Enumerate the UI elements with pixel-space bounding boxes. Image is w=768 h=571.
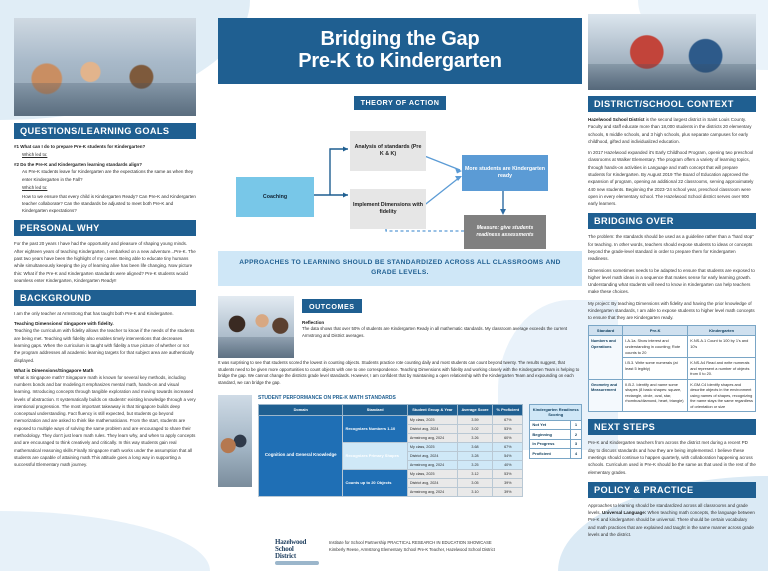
policy-p1: Approaches to learning should be standardized across all classrooms and grade levels. [588,502,748,516]
background-heading: BACKGROUND [14,290,196,306]
classroom-photo-left [14,18,196,116]
reflection-heading: Reflection [302,319,325,325]
perf-proficient-cell: 40% [493,460,523,469]
question-3-subtext: How to we ensure that every child is Kindergarten Ready? Can Pre-K and Kindergarten teacher collaborate? Can the standards be adjusted to meet both Pre-K and Kindergarten expectations? [22,193,196,214]
question-1-ledto: Which led to: [22,152,48,158]
node-measure-assessments: Measure: give students readiness assessments [464,215,546,249]
perf-group-cell: My class, 2025 [407,415,457,424]
perf-col-domain: Domain [259,405,343,415]
std-col-standard: Standard [589,326,623,336]
hazelwood-logo [275,539,323,565]
perf-average-cell: 3.12 [457,469,492,478]
table-row [589,336,756,358]
table-row [259,415,523,424]
kindergarten-standard-cell: K.NS.A.1 Count to 100 by 1's and 10's [688,336,756,358]
question-2-text: #2 Do the Pre-K and Kindergarten learning standards align? [14,162,143,168]
std-col-kindergarten: Kindergarten [688,326,756,336]
decorative-swoosh-bottom-left [0,511,210,571]
legend-label: Beginning [530,430,570,440]
perf-proficient-cell: 53% [493,424,523,433]
next-steps-text: Pre-K and Kindergarten teachers from across the district met during a recent PD day to discuss standards and how they are being implemented. I believe these meetings should continue to happen quarterly, with collaboration happening across schools. Curriculum used in Pre-K should be the same as that used in the rest of the elementary grades. [588,440,756,475]
bridging-paragraph-2: Dimensions sometimes needs to be adapted to ensure that students are exposed to higher level math ideas in a sequence that makes sense for early learning growth. Understanding what students will need to know in Kindergarten can help teachers make these choices. [588,267,755,295]
perf-average-cell: 3.28 [457,451,492,460]
left-column [14,18,196,472]
perf-average-cell: 3.10 [457,487,492,496]
poster-title-line-2: Pre-K to Kindergarten [298,49,502,72]
perf-proficient-cell: 54% [493,451,523,460]
bridging-paragraph-3: My project: By teaching Dimensions with fidelity and having the prior knowledge of Kindergarten standards, I am able to expose students to higher level math concepts to ensure that they are Kindergarten ready. [588,300,755,321]
background-paragraph-2: What is Singapore math? Singapore math is known for several key methods, including numbers bonds and bar modeling.It emphasizes mental math, hands-on and visual learning. Introducing concepts through tangible exploration and moving towards increased levels of abstraction. It systematically builds on students' existing knowledge through a very intentional progression. The most important takeaway is that Singapore builds deep conceptual understanding. Fact fluency is still expected, but students go beyond memorization and are asked to think like mathematicians. From the start, students are exposed to multiple ways of solving the same problem and are encouraged to share their methodology. They don't just learn math rules. They learn why, and when to apply concepts and are encouraged to think creatively and critically. In this way students gain real mathematical reasoning skills.Finally Singapore math works under the assumption that all students are capable of attaining math.This attitude goes a long way in supporting a successful Elementary math journey. [14,374,196,468]
kindergarten-standard-cell: K.GM.C4 Identify shapes and describe objects in the environment using names of shapes, recognizing the name stays the same regardless of orientation or size [688,379,756,412]
perf-proficient-cell: 39% [493,487,523,496]
legend-label: Not Yet [530,420,570,430]
standard-category-cell: Numbers and Operations [589,336,623,379]
perf-average-cell: 3.59 [457,415,492,424]
standards-comparison-table [588,325,756,412]
next-steps-heading: NEXT STEPS [588,419,756,435]
background-subhead-1: Teaching Dimensions/ Singapore with fidelity. [14,321,114,327]
theory-of-action-label: THEORY OF ACTION [354,96,447,110]
perf-average-cell: 3.05 [457,478,492,487]
district-context-paragraph-2: In 2017 Hazelwood expanded it's Early Childhood Program, opening two preschool classrooms at Walker Elementary. The program offers a variety of learning topics, through hands-on activities in Language and math concept that will prepare students for Kindergarten. By August 2019 The Board of Education approved the expansion of program, opening an additional 22 classrooms, serving approximately 440 new students. Beginning the 2023-'24 school year, preschool classroom were open in every elementary school. The Hazelwood School district serves over 900 early learners. [588,150,754,207]
background-subhead-2: What is Dimensions/Singapore Math [14,367,94,373]
perf-group-cell: My class, 2025 [407,469,457,478]
questions-section-heading: QUESTIONS/LEARNING GOALS [14,123,196,139]
perf-table-header-row [259,405,523,415]
legend-value: 3 [570,439,581,449]
policy-rest: When teaching math concepts, the language between Pre-K and kindergarten should be universal. There should be certain vocabulary and math practices that are explained and taught in the same manner across grade levels and the district. [588,510,755,538]
footer-line-1: Institute for School Partnership PRACTICAL RESEARCH IN EDUCATION SHOWCASE [329,539,492,545]
district-context-heading: DISTRICT/SCHOOL CONTEXT [588,96,756,112]
perf-col-proficient: % Proficient [493,405,523,415]
perf-group-cell: Armstrong avg, 2024 [407,460,457,469]
classroom-photo-right [588,14,756,90]
student-performance-table [258,404,523,496]
approaches-banner: APPROACHES TO LEARNING SHOULD BE STANDARDIZED ACROSS ALL CLASSROOMS AND GRADE LEVELS. [218,251,582,285]
standards-table-header-row [589,326,756,336]
node-more-students-ready: More students are Kindergarten ready [462,155,548,191]
background-intro: I am the only teacher at Armstrong that has taught both Pre-K and Kindergarten. [14,311,174,317]
perf-col-standard: Standard [343,405,407,415]
perf-group-cell: My class, 2025 [407,442,457,451]
node-coaching: Coaching [236,177,314,217]
legend-heading: Kindergarten Readiness Scoring [530,405,582,420]
footer-line-2: Kimberly Reese, Armstrong Elementary School Pre-K Teacher, Hazelwood School District [329,546,495,552]
logo-line-1: Hazelwood [275,537,307,546]
theory-of-action-diagram [218,115,582,243]
perf-average-cell: 3.25 [457,460,492,469]
perf-group-cell: Armstrong avg, 2024 [407,433,457,442]
right-column [588,14,756,542]
middle-column [218,18,582,497]
perf-average-cell: 3.26 [457,433,492,442]
poster-title [218,18,582,84]
personal-why-heading: PERSONAL WHY [14,220,196,236]
perf-group-cell: District avg, 2024 [407,424,457,433]
std-col-prek: Pre-K [623,326,688,336]
question-2-ledto: Which led to: [22,184,48,190]
classroom-photo-outcomes [218,296,294,358]
perf-domain-cell: Cognition and General Knowledge [259,415,343,496]
question-2-subtext: As Pre-K students leave for Kindergarten are the expectations the same as when they enter Kindergarten in the Fall? [22,169,194,182]
perf-col-average: Average Score [457,405,492,415]
standards-table-body [589,336,756,412]
perf-group-cell: District avg, 2024 [407,451,457,460]
kindergarten-standard-cell: K.NS.A4 Read and write numerals and represent a number of objects from 0 to 20. [688,358,756,380]
footer-text [329,539,495,553]
list-item [530,420,582,430]
logo-swish-icon [275,561,319,565]
table-row [589,379,756,412]
perf-average-cell: 3.02 [457,424,492,433]
policy-lead: Universal Language: [602,510,647,516]
perf-col-group: Student Group & Year [407,405,457,415]
policy-practice-heading: POLICY & PRACTICE [588,482,756,498]
prek-standard-cell: I.A.1a. Show interest and understanding in counting; Rote counts to 20 [623,336,688,358]
reflection-paragraph-2: It was surprising to see that students scored the lowest in counting objects. Students practice rote counting daily and most students can count beyond twenty. The results suggest, that students need to be given more opportunities to count objects with one to one correspondence. Teaching Dimensions with fidelity and working closely with the Kindergarten Team is helping to bridge the gap. We cannot change the districts grade level standards. However, I am confident that by maintaining a open relationship with the Kindergarten Team and expounding on each standard, we can bridge the gap. [218,359,580,386]
legend-value: 1 [570,420,581,430]
node-implement-dimensions: Implement Dimensions with fidelity [350,189,426,229]
question-1-text: #1 What can I do to prepare Pre-K students for Kindergarten? [14,144,146,149]
legend-value: 4 [570,449,581,459]
logo-line-3: District [275,551,296,560]
question-1 [14,143,196,158]
readiness-legend-table [529,404,582,459]
prek-standard-cell: I.B.3. Write some numerals (at least 5 legibly) [623,358,688,380]
prek-standard-cell: II.B.2. Identify and name some shapes (8 basic shapes: square, rectangle, circle, oval, star, rhombus/diamond, heart, triangle) [623,379,688,412]
student-photo-table-side [218,395,252,487]
district-name: Hazelwood School District [588,117,645,122]
standard-category-cell: Geometry and Measurement [589,379,623,412]
legend-label: In Progress [530,439,570,449]
bridging-over-heading: BRIDGING OVER [588,213,756,229]
perf-proficient-cell: 60% [493,433,523,442]
perf-standard-cell: Counts up to 20 Objects [343,469,407,496]
bridging-paragraph-1: The problem: the standards should be used as a guideline rather than a "hard stop" for teaching. In other words, teachers should expose students to ideas or concepts beyond the grade-level standard in order to prepare them for Kindergarten readiness. [588,234,754,262]
perf-average-cell: 3.68 [457,442,492,451]
list-item [530,430,582,440]
district-context-paragraph-1 [588,116,756,145]
list-item [530,449,582,459]
perf-standard-cell: Recognizes Numbers 1-10 [343,415,407,442]
outcomes-label: OUTCOMES [302,299,362,313]
perf-proficient-cell: 67% [493,415,523,424]
list-item [530,439,582,449]
perf-group-cell: Armstrong avg, 2024 [407,487,457,496]
policy-practice-text [588,502,756,538]
legend-table-body [530,420,582,458]
perf-proficient-cell: 67% [493,442,523,451]
performance-table-heading: STUDENT PERFORMANCE ON PRE-K MATH STANDARDS [258,395,396,402]
reflection-paragraph-1: The data shows that over 50% of students are Kindergarten Ready in all mathematic standards. My classroom average exceeds the current Armstrong and District averages. [302,325,568,338]
perf-proficient-cell: 53% [493,469,523,478]
perf-proficient-cell: 39% [493,478,523,487]
perf-table-body [259,415,523,496]
legend-label: Proficient [530,449,570,459]
personal-why-text: For the past 20 years I have had the opportunity and pleasure of shaping young minds. After eighteen years of teaching Kindergarten, I embarked on a new adventure...Pre-K. The past two years have been the highlight of my career. Being able to educate tiny humans while simultaneously keeping the joy of learning alive has been life changing. Now picture this: What if the Pre-K and Kindergarten standards were aligned? Pre-K students would seamless enter Kindergarten, Kindergarten Ready!! [14,241,196,283]
background-paragraph-1: Teaching the curriculum with fidelity allows the teacher to know if the needs of the students are being met. Teaching with fidelity also enables timely interventions that decreases learning gaps. When the curriculum is taught with fidelity a true picture of whether or not the program addresses all academic learning targets for that subject area are authentically displayed. [14,328,195,363]
legend-value: 2 [570,430,581,440]
logo-line-2: School [275,544,294,553]
footer [275,539,575,565]
district-context-p1-rest: is the second largest district in Saint Louis County. Faculty and staff educate more than 18,000 students in the districts 20 elementary schools, 6 middle schools, and 3 high schools, plus separate campuses for early childhood, gifted and individualized education. [588,117,752,144]
question-2 [14,161,196,214]
perf-group-cell: District avg, 2024 [407,478,457,487]
perf-standard-cell: Recognizes Primary Shapes [343,442,407,469]
node-analysis-of-standards: Analysis of standards (Pre K & K) [350,131,426,171]
poster-title-line-1: Bridging the Gap [320,28,480,50]
